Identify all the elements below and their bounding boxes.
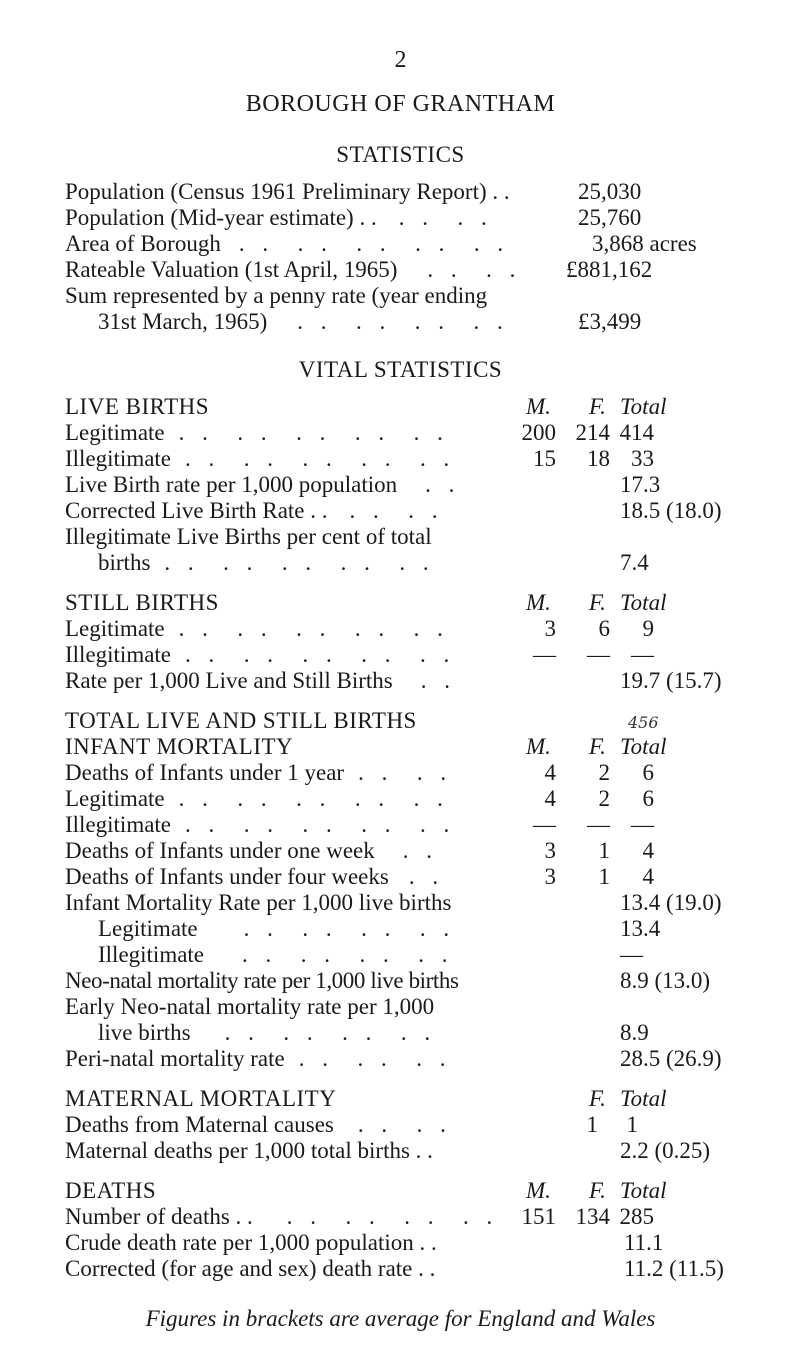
sb-col-f-header: F. xyxy=(589,590,606,615)
im-illegit-m: — xyxy=(533,812,556,837)
maternal-mortality-heading: MATERNAL MORTALITY xyxy=(65,1086,337,1111)
im-col-total-header: Total xyxy=(620,734,667,759)
im-perinatal-value: 28.5 (26.9) xyxy=(620,1046,722,1071)
sb-illegit-f: — xyxy=(587,642,610,667)
stat-value-penny-rate: £3,499 xyxy=(578,309,642,334)
im-four-weeks-label: Deaths of Infants under four weeks . . xyxy=(65,864,445,889)
sb-illegit-label: Illegitimate . . . . . . . . . . xyxy=(65,642,456,667)
lb-illegit-pct-label-1: Illegitimate Live Births per cent of total xyxy=(65,524,432,549)
im-imr-legit-value: 13.4 xyxy=(620,916,661,941)
im-legit-total: 6 xyxy=(642,786,654,811)
lb-legit-label: Legitimate . . . . . . . . . . xyxy=(65,420,449,445)
stat-value-area: 3,868 acres xyxy=(592,231,697,256)
im-perinatal-label: Peri-natal mortality rate . . . . . . xyxy=(65,1046,452,1071)
still-births-heading: STILL BIRTHS xyxy=(65,590,219,615)
sb-legit-total: 9 xyxy=(642,616,654,641)
lb-corrected-label: Corrected Live Birth Rate . . . . . . xyxy=(65,498,444,523)
lb-legit-m: 200 xyxy=(521,420,556,445)
sb-legit-f: 6 xyxy=(598,616,610,641)
col-f-header: F. xyxy=(589,394,606,419)
infant-mortality-heading: INFANT MORTALITY xyxy=(65,734,294,759)
stat-value-midyear: 25,760 xyxy=(578,205,642,230)
im-week-total: 4 xyxy=(642,838,654,863)
sb-rate-value: 19.7 (15.7) xyxy=(620,668,722,693)
sb-legit-m: 3 xyxy=(544,616,556,641)
mm-rate-value: 2.2 (0.25) xyxy=(620,1138,711,1163)
d-number-m: 151 xyxy=(521,1204,556,1229)
mm-deaths-f: 1 xyxy=(586,1112,598,1137)
lb-rate-value: 17.3 xyxy=(620,472,661,497)
im-four-weeks-f: 1 xyxy=(598,864,610,889)
lb-rate-label: Live Birth rate per 1,000 population . . xyxy=(65,472,461,497)
mm-col-total-header: Total xyxy=(620,1086,667,1111)
im-col-f-header: F. xyxy=(589,734,606,759)
im-under1-label: Deaths of Infants under 1 year . . . . xyxy=(65,760,453,785)
d-crude-value: 11.1 xyxy=(624,1230,664,1255)
stat-value-rateable: £881,162 xyxy=(566,257,653,282)
stat-label-census: Population (Census 1961 Preliminary Report) . . xyxy=(65,179,510,204)
im-four-weeks-m: 3 xyxy=(544,864,556,889)
lb-illegit-total: 33 xyxy=(631,446,654,471)
d-crude-label: Crude death rate per 1,000 population . . xyxy=(65,1230,437,1255)
sb-rate-label: Rate per 1,000 Live and Still Births . . xyxy=(65,668,456,693)
mm-col-f-header: F. xyxy=(589,1086,606,1111)
d-col-total-header: Total xyxy=(620,1178,667,1203)
lb-illegit-f: 18 xyxy=(587,446,610,471)
stat-label-midyear: Population (Mid-year estimate) . . . . . . xyxy=(65,205,493,230)
im-imr-illegit-label: Illegitimate . . . . . . . . xyxy=(98,942,454,967)
sb-illegit-total: — xyxy=(631,642,654,667)
im-early-neonatal-label-2: live births . . . . . . . . xyxy=(98,1020,437,1045)
lb-legit-f: 214 xyxy=(575,420,610,445)
d-corrected-value: 11.2 (11.5) xyxy=(624,1256,724,1281)
im-illegit-f: — xyxy=(587,812,610,837)
stat-label-rateable: Rateable Valuation (1st April, 1965) . . . . xyxy=(65,257,522,282)
statistics-heading: STATISTICS xyxy=(336,142,465,167)
im-early-neonatal-label-1: Early Neo-natal mortality rate per 1,000 xyxy=(65,994,435,1019)
im-under1-m: 4 xyxy=(544,760,556,785)
d-corrected-label: Corrected (for age and sex) death rate . . xyxy=(65,1256,436,1281)
lb-illegit-label: Illegitimate . . . . . . . . . . xyxy=(65,446,456,471)
deaths-heading: DEATHS xyxy=(65,1178,157,1203)
im-under1-total: 6 xyxy=(642,760,654,785)
vital-heading: VITAL STATISTICS xyxy=(298,357,503,382)
im-under1-f: 2 xyxy=(598,760,610,785)
d-number-f: 134 xyxy=(575,1204,610,1229)
col-total-header: Total xyxy=(620,394,667,419)
im-four-weeks-total: 4 xyxy=(642,864,654,889)
live-births-heading: LIVE BIRTHS xyxy=(65,394,210,419)
page-title: BOROUGH OF GRANTHAM xyxy=(245,91,556,117)
im-illegit-total: — xyxy=(631,812,654,837)
lb-legit-total: 414 xyxy=(619,420,654,445)
im-imr-legit-label: Legitimate . . . . . . . . xyxy=(98,916,456,941)
im-imr-illegit-value: — xyxy=(620,942,643,967)
sb-col-total-header: Total xyxy=(620,590,667,615)
stat-value-census: 25,030 xyxy=(578,179,642,204)
im-legit-m: 4 xyxy=(544,786,556,811)
footnote: Figures in brackets are average for England and Wales xyxy=(145,1306,656,1331)
stat-label-penny-rate: Sum represented by a penny rate (year ending xyxy=(65,283,488,308)
lb-illegit-pct-label-2: births . . . . . . . . . . xyxy=(98,550,435,575)
lb-illegit-m: 15 xyxy=(533,446,556,471)
im-imr-value: 13.4 (19.0) xyxy=(620,890,722,915)
sb-illegit-m: — xyxy=(533,642,556,667)
d-col-f-header: F. xyxy=(589,1178,606,1203)
total-live-still-heading: TOTAL LIVE AND STILL BIRTHS xyxy=(65,708,417,733)
d-number-total: 285 xyxy=(619,1204,654,1229)
mm-deaths-label: Deaths from Maternal causes . . . . xyxy=(65,1112,452,1137)
col-m-header: M. xyxy=(526,394,551,419)
im-early-neonatal-value: 8.9 xyxy=(620,1020,649,1045)
im-neonatal-label: Neo-natal mortality rate per 1,000 live births xyxy=(65,968,459,993)
stat-label-area: Area of Borough . . . . . . . . . . xyxy=(65,231,510,256)
im-neonatal-value: 8.9 (13.0) xyxy=(620,968,711,993)
handwritten-note: 456 xyxy=(628,713,659,732)
d-col-m-header: M. xyxy=(526,1178,551,1203)
sb-legit-label: Legitimate . . . . . . . . . . xyxy=(65,616,449,641)
im-legit-label: Legitimate . . . . . . . . . . xyxy=(65,786,449,811)
lb-illegit-pct-value: 7.4 xyxy=(620,550,649,575)
sb-col-m-header: M. xyxy=(526,590,551,615)
d-number-label: Number of deaths . . . . . . . . . . xyxy=(65,1204,499,1229)
mm-rate-label: Maternal deaths per 1,000 total births . . xyxy=(65,1138,433,1163)
im-week-f: 1 xyxy=(598,838,610,863)
im-week-m: 3 xyxy=(544,838,556,863)
im-imr-label: Infant Mortality Rate per 1,000 live births xyxy=(65,890,452,915)
im-legit-f: 2 xyxy=(598,786,610,811)
im-week-label: Deaths of Infants under one week . . xyxy=(65,838,438,863)
lb-corrected-value: 18.5 (18.0) xyxy=(620,498,722,523)
mm-deaths-total: 1 xyxy=(626,1112,638,1137)
stat-label-penny-rate-cont: 31st March, 1965) . . . . . . . . xyxy=(98,309,509,334)
im-illegit-label: Illegitimate . . . . . . . . . . xyxy=(65,812,456,837)
im-col-m-header: M. xyxy=(526,734,551,759)
page-number: 2 xyxy=(394,47,407,73)
